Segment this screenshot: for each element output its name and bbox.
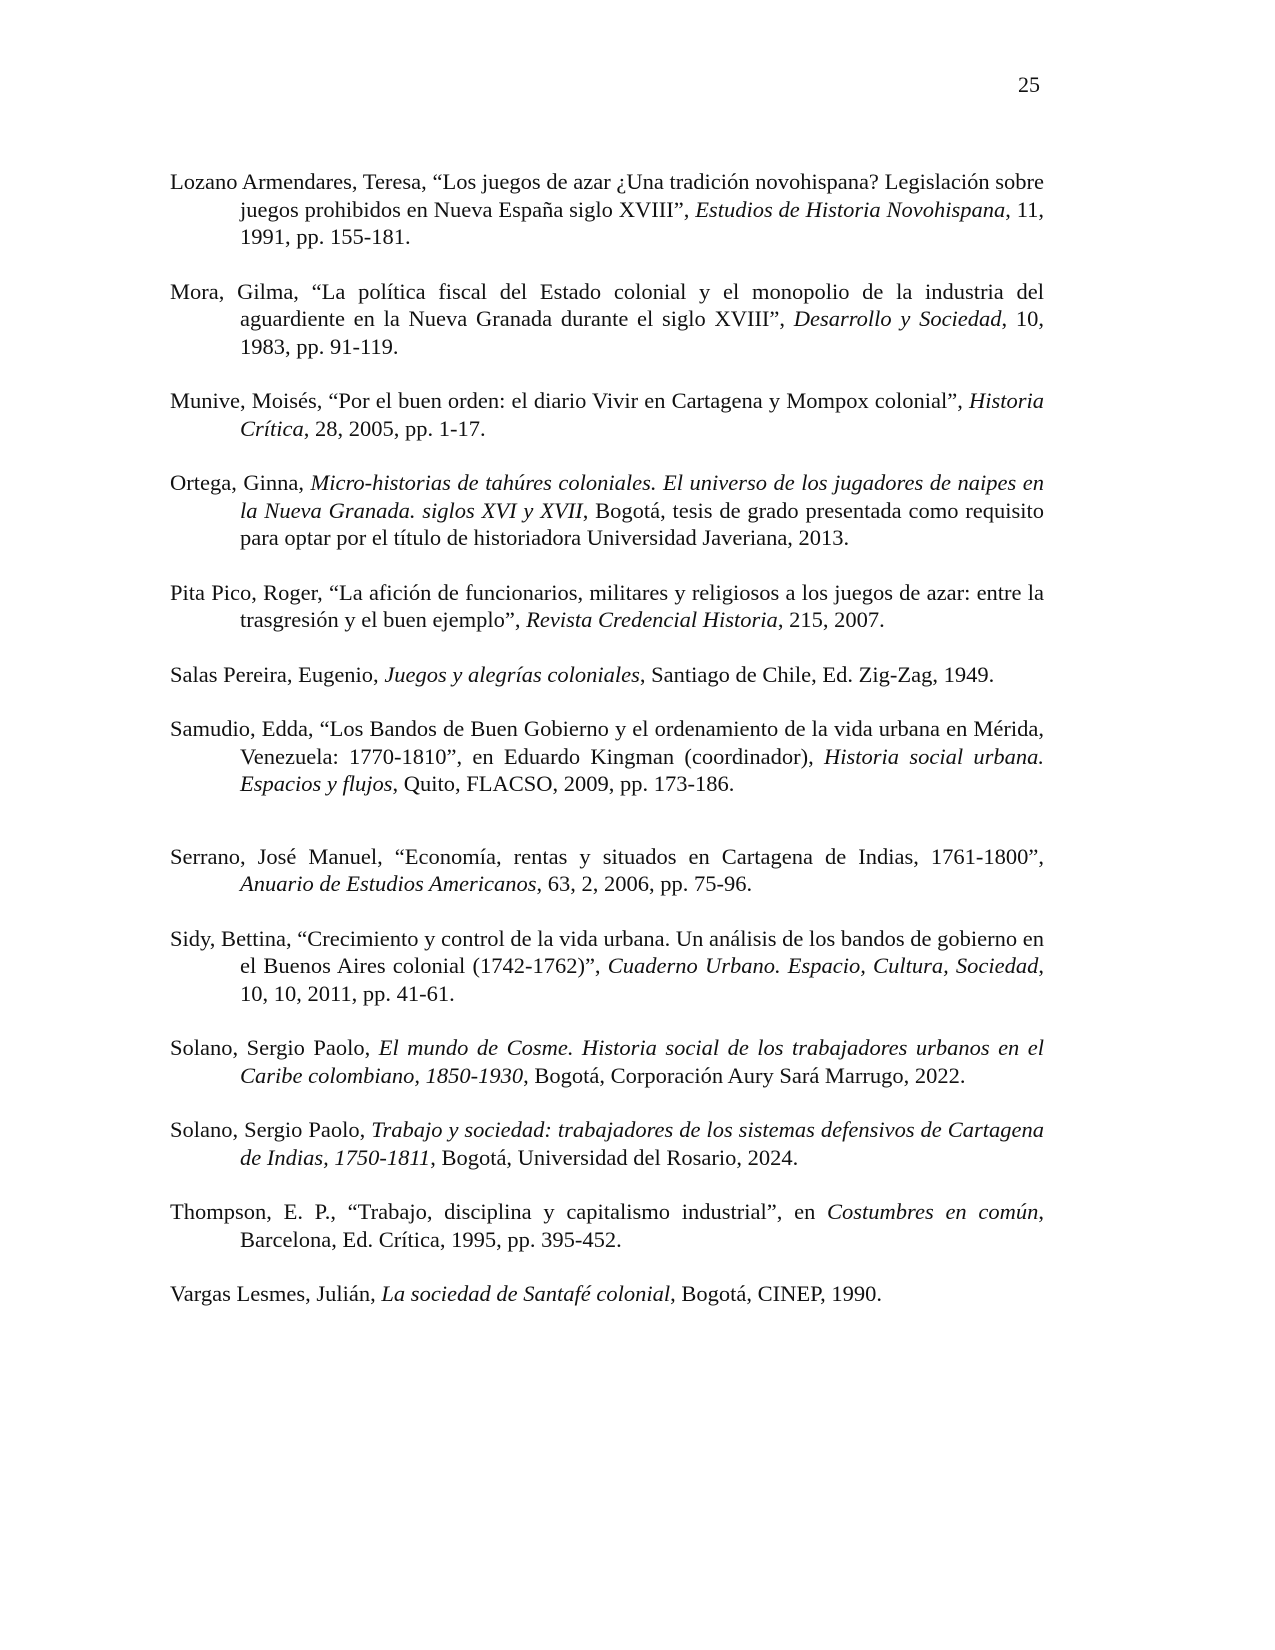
reference-entry: [170, 661, 1044, 689]
reference-title-italic: Micro-historias de tahúres coloniales. El universo de los jugadores de naipes en la Nueva Granada. siglos XVI y XVII: [240, 470, 1044, 523]
reference-entry: [170, 1034, 1044, 1089]
reference-text: , Bogotá, tesis de grado presentada como requisito para optar por el título de historiadora Universidad Javeriana, 2013.: [240, 497, 1044, 550]
reference-title-italic: Revista Credencial Historia: [526, 607, 778, 632]
reference-entry: [170, 1116, 1044, 1171]
reference-title-italic: Estudios de Historia Novohispana: [695, 196, 1006, 222]
reference-entry: [170, 579, 1044, 634]
reference-title-italic: Cuaderno Urbano. Espacio, Cultura, Sociedad: [607, 953, 1039, 978]
reference-entry: [170, 843, 1044, 898]
reference-entry: [170, 1280, 1044, 1308]
reference-text: , Bogotá, Universidad del Rosario, 2024.: [430, 1144, 799, 1170]
reference-text: , 63, 2, 2006, pp. 75-96.: [536, 871, 753, 896]
reference-text: , Santiago de Chile, Ed. Zig-Zag, 1949.: [639, 661, 995, 687]
reference-text: Serrano, José Manuel, “Economía, rentas y situados en Cartagena de Indias, 1761-1800”,: [170, 843, 1044, 869]
reference-text: Lozano Armendares, Teresa, “Los juegos de azar ¿Una tradición novohispana? Legislación sobre juegos prohibidos en Nueva España siglo XVIII”,: [170, 169, 1044, 222]
reference-text: Samudio, Edda, “Los Bandos de Buen Gobierno y el ordenamiento de la vida urbana en Mérida, Venezuela: 1770-1810”, en Eduardo Kingman (coordinador),: [170, 716, 1044, 769]
reference-text: , 28, 2005, pp. 1-17.: [303, 415, 486, 441]
reference-text: , Bogotá, Corporación Aury Sará Marrugo, 2022.: [523, 1062, 966, 1088]
reference-text: , 10, 10, 2011, pp. 41-61.: [240, 953, 1044, 1006]
reference-title-italic: La sociedad de Santafé colonial: [381, 1281, 671, 1306]
reference-title-italic: Juegos y alegrías coloniales: [384, 661, 640, 687]
reference-title-italic: Desarrollo y Sociedad: [793, 306, 1002, 331]
page-number: 25: [1018, 72, 1040, 97]
reference-text: Munive, Moisés, “Por el buen orden: el diario Vivir en Cartagena y Mompox colonial”,: [170, 388, 969, 413]
reference-text: , 215, 2007.: [777, 607, 885, 632]
reference-entry: [170, 1198, 1044, 1253]
reference-text: , Quito, FLACSO, 2009, pp. 173-186.: [392, 771, 735, 796]
reference-title-italic: El mundo de Cosme. Historia social de los trabajadores urbanos en el Caribe colombiano, 1850-1930: [240, 1035, 1044, 1088]
reference-entry: [170, 278, 1044, 361]
reference-entry: [170, 715, 1044, 798]
reference-text: Salas Pereira, Eugenio,: [170, 661, 385, 687]
reference-text: Solano, Sergio Paolo,: [170, 1035, 379, 1060]
reference-text: Sidy, Bettina, “Crecimiento y control de la vida urbana. Un análisis de los bandos de gobierno en el Buenos Aires colonial (1742-1762)”,: [170, 925, 1044, 978]
reference-title-italic: Costumbres en común: [827, 1199, 1039, 1224]
reference-text: Pita Pico, Roger, “La afición de funcionarios, militares y religiosos a los juegos de azar: entre la trasgresión y el buen ejemplo”,: [170, 579, 1044, 632]
bibliography-list: [170, 168, 1044, 1308]
reference-text: Thompson, E. P., “Trabajo, disciplina y capitalismo industrial”, en: [170, 1199, 828, 1224]
reference-title-italic: Trabajo y sociedad: trabajadores de los sistemas defensivos de Cartagena de Indias, 1750-1811: [240, 1117, 1045, 1170]
reference-text: , Barcelona, Ed. Crítica, 1995, pp. 395-452.: [240, 1199, 1045, 1252]
reference-text: Solano, Sergio Paolo,: [170, 1117, 372, 1142]
reference-text: , 11, 1991, pp. 155-181.: [240, 196, 1044, 249]
reference-text: Vargas Lesmes, Julián,: [170, 1281, 382, 1306]
reference-text: Ortega, Ginna,: [170, 470, 311, 495]
reference-title-italic: Anuario de Estudios Americanos: [240, 871, 537, 896]
reference-text: Mora, Gilma, “La política fiscal del Estado colonial y el monopolio de la industria del aguardiente en la Nueva Granada durante el siglo XVIII”,: [170, 278, 1044, 331]
reference-text: , 10, 1983, pp. 91-119.: [240, 306, 1045, 359]
reference-entry: [170, 168, 1044, 251]
reference-entry: [170, 469, 1044, 552]
reference-entry: [170, 925, 1044, 1008]
reference-title-italic: Historia Crítica: [240, 388, 1044, 441]
reference-title-italic: Historia social urbana. Espacios y flujos: [240, 743, 1044, 796]
reference-text: , Bogotá, CINEP, 1990.: [670, 1281, 883, 1306]
reference-entry: [170, 387, 1044, 442]
